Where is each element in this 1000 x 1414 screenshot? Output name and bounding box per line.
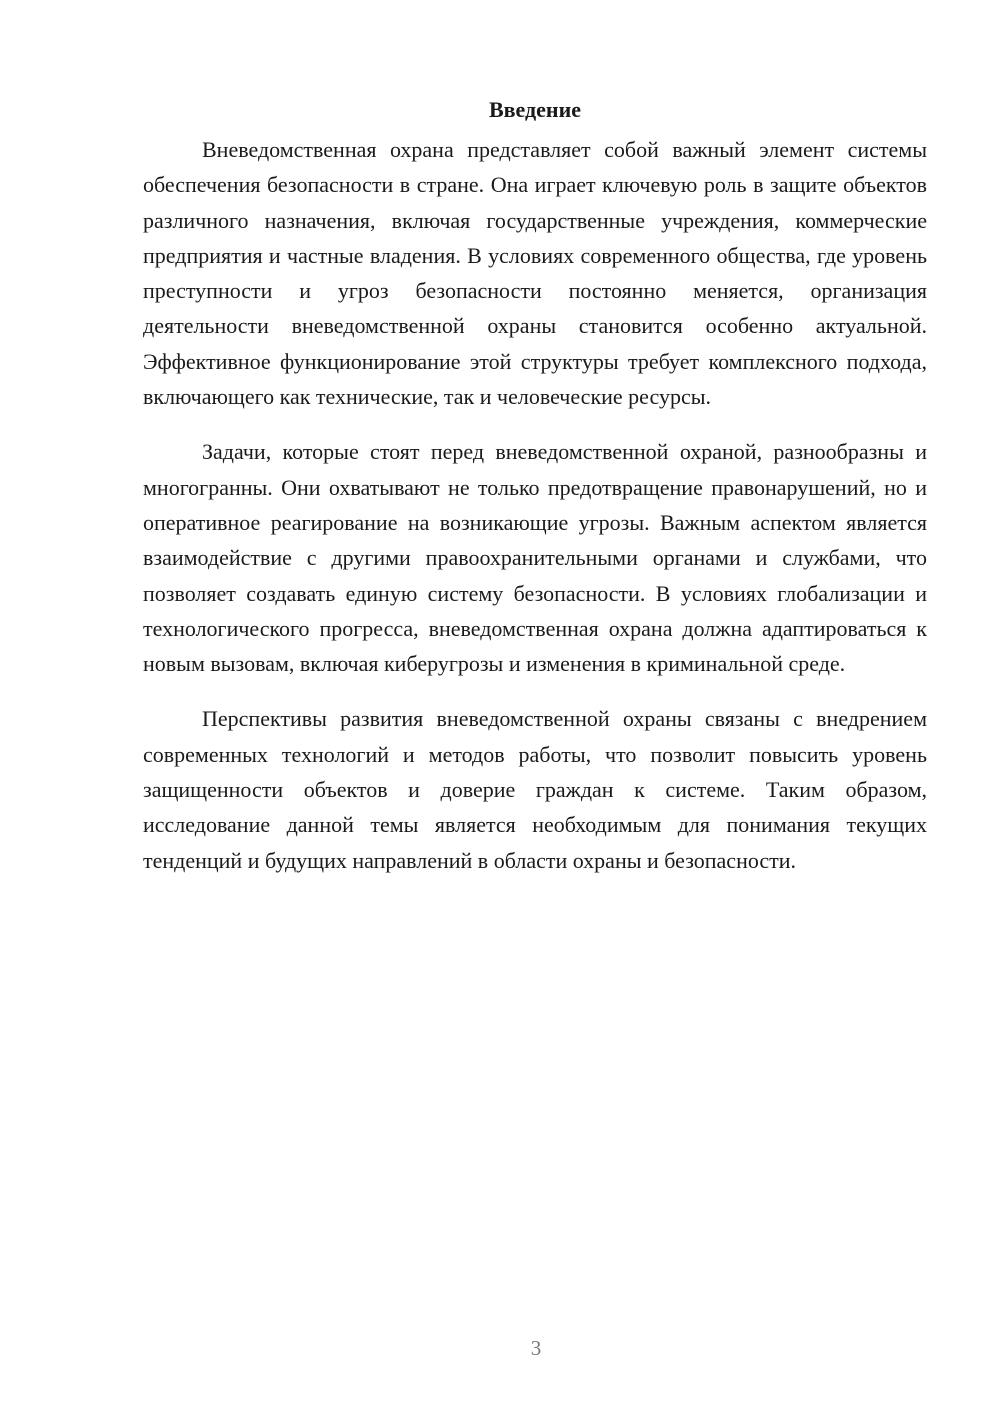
page-number: 3 [530,1336,542,1360]
section-heading: Введение [488,97,582,122]
paragraph-3: Перспективы развития вневедомственной охраны связаны с внедрением современных технологий и методов работы, что позволит повысить уровень защищенности объектов и доверие граждан к системе. Таким образом, исследование данной темы является необходимым для понимания текущих тенденций и будущих направлений в области охраны и безопасности. [143,706,927,873]
page-content [143,92,927,878]
paragraph-2: Задачи, которые стоят перед вневедомственной охраной, разнообразны и многогранны. Они охватывают не только предотвращение правонарушений, но и оперативное реагирование на возникающие угрозы. Важным аспектом является взаимодействие с другими правоохранительными органами и службами, что позволяет создавать единую систему безопасности. В условиях глобализации и технологического прогресса, вневедомственная охрана должна адаптироваться к новым вызовам, включая киберугрозы и изменения в криминальной среде. [143,439,927,677]
paragraph-1: Вневедомственная охрана представляет собой важный элемент системы обеспечения безопасности в стране. Она играет ключевую роль в защите объектов различного назначения, включая государственные учреждения, коммерческие предприятия и частные владения. В условиях современного общества, где уровень преступности и угроз безопасности постоянно меняется, организация деятельности вневедомственной охраны становится особенно актуальной. Эффективное функционирование этой структуры требует комплексного подхода, включающего как технические, так и человеческие ресурсы. [143,137,927,410]
